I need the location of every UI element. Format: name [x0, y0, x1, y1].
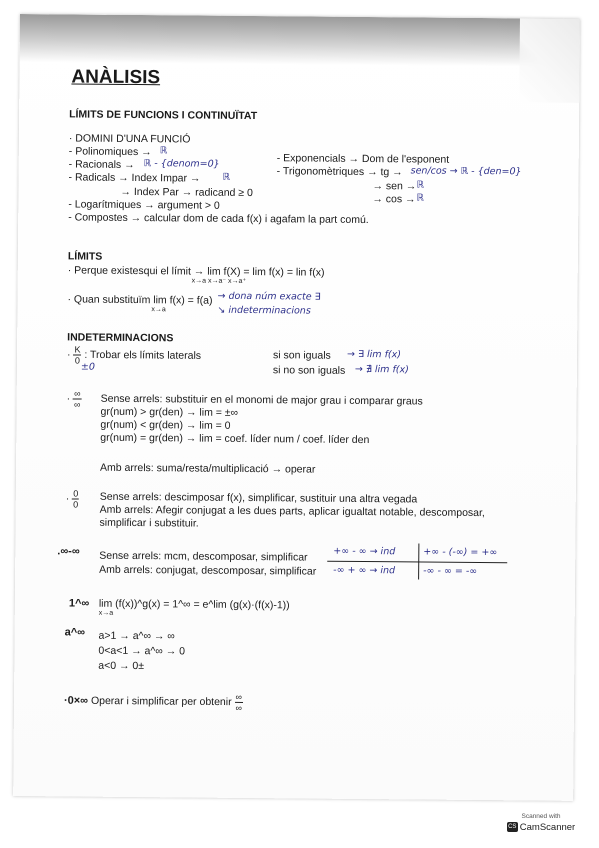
scanned-page [13, 14, 580, 801]
inf-inf-line-3: gr(num) < gr(den) → lim = 0 [100, 418, 231, 432]
inf-table-3: -∞ + ∞ → ind [333, 564, 396, 577]
zero-inf-fraction: $\frac{\infty}{\infty}$ [235, 691, 243, 713]
domini-right-hw-3: ℝ [416, 192, 424, 204]
domini-left-4: → Index Par → radicand ≥ 0 [120, 185, 253, 200]
domini-left-5: - Logarítmiques → argument > 0 [68, 198, 220, 212]
inf-minus-inf-line-1: Sense arrels: mcm, descomposar, simplificar [99, 549, 308, 564]
limits-line-2-sub: x→a [151, 306, 166, 314]
a-inf-line-3: a<0 → 0± [98, 659, 145, 673]
inf-minus-inf-symbol: .∞-∞ [57, 545, 80, 558]
k0-hw-under: ±0 [80, 361, 95, 373]
limits-hw-1: → dona núm exacte ∃ [217, 290, 321, 303]
one-inf-formula: lim (f(x))^g(x) = 1^∞ = e^lim (g(x)·(f(x)-1)) [98, 597, 290, 612]
a-inf-line-2: 0<a<1 → a^∞ → 0 [98, 644, 186, 658]
zero-inf-symbol: ·0×∞ [63, 694, 89, 707]
page-fold-corner [519, 14, 580, 103]
inf-inf-line-1: Sense arrels: substituir en el monomi de major grau i comparar graus [100, 392, 423, 408]
watermark-brand-text: CamScanner [519, 822, 576, 833]
inf-inf-line-4: gr(num) = gr(den) → lim = coef. líder num / coef. líder den [100, 431, 370, 447]
one-inf-sub: x→a [98, 609, 114, 617]
domini-right-1: - Exponencials → Dom de l'esponent [276, 152, 450, 166]
inf-inf-line-5: Amb arrels: suma/resta/multiplicació → operar [99, 461, 316, 476]
domini-right-hw-2: ℝ [416, 179, 425, 191]
page-title: ANÀLISIS [71, 66, 161, 89]
watermark-line: Scanned with [521, 813, 561, 820]
zero-zero-line-3: simplificar i substituir. [99, 516, 199, 530]
limits-heading: LÍMITS [67, 250, 103, 263]
k0-row: · $\frac{K}{0}$ : Trobar els límits laterals [66, 344, 202, 366]
inf-inf-line-2: gr(num) > gr(den) → lim = ±∞ [100, 405, 239, 419]
zero-zero-line-1: Sense arrels: descimposar f(x), simplificar, sustituir una altra vegada [99, 490, 418, 506]
inf-minus-inf-line-2: Amb arrels: conjugat, descomposar, simplificar [99, 563, 317, 578]
domini-left-hw-1: ℝ [159, 145, 168, 157]
domini-left-6: - Compostes → calcular dom de cada f(x) i agafam la part comú. [68, 211, 369, 227]
domini-left-3: - Radicals → Index Impar → [68, 171, 201, 185]
k0-fraction: $\frac{K}{0}$ [74, 344, 81, 366]
zero-inf-row [64, 690, 243, 713]
a-inf-symbol: a^∞ [64, 626, 86, 639]
page-subtitle: LÍMITS DE FUNCIONS I CONTINUÏTAT [69, 108, 258, 123]
inf-table-2: +∞ - (-∞) = +∞ [423, 546, 498, 559]
camscanner-watermark [499, 812, 583, 834]
inf-inf-symbol: · $\frac{\infty}{\infty}$ [66, 388, 81, 410]
a-inf-line-1: a>1 → a^∞ → ∞ [98, 629, 175, 643]
indet-heading: INDETERMINACIONS [67, 331, 174, 345]
zero-zero-symbol: · $\frac{0}{0}$ [65, 488, 79, 510]
camscanner-icon: CS [508, 824, 517, 831]
domini-left-2: - Racionals → [68, 158, 135, 172]
domini-right-4: → cos → [372, 193, 416, 206]
limits-line-1-sub: x→a x→a⁻ x→a⁺ [191, 277, 247, 285]
inf-table-4: -∞ - ∞ = -∞ [423, 565, 478, 578]
limits-hw-2: ↘ indeterminacions [217, 304, 311, 317]
zero-zero-line-2: Amb arrels: Afegir conjugat a les dues parts, aplicar igualtat notable, descomposar, [99, 503, 485, 520]
domini-heading: · DOMINI D'UNA FUNCIÓ [68, 132, 191, 146]
domini-right-hw-1: sen/cos → ℝ - {den=0} [410, 165, 522, 178]
limits-line-2: · Quan substituïm lim f(x) = f(a) [67, 293, 213, 307]
domini-right-3: → sen → [372, 180, 417, 193]
k0-case-2-hw: → ∄ lim f(x) [354, 363, 409, 376]
watermark-brand [499, 821, 583, 834]
k0-case-2: si no son iguals [272, 364, 346, 377]
k0-case-1: si son iguals [272, 349, 331, 362]
domini-left-hw-3: ℝ [222, 171, 231, 183]
k0-text: : Trobar els límits laterals [84, 348, 202, 362]
k0-case-1-hw: → ∃ lim f(x) [346, 348, 402, 361]
one-inf-symbol: 1^∞ [68, 597, 90, 610]
domini-left-hw-2: ℝ - {denom=0} [143, 158, 220, 170]
domini-left-1: - Polinomiques → [68, 145, 152, 159]
domini-right-2: - Trigonomètriques → tg → [276, 165, 403, 179]
limits-line-1: · Perque existesqui el límit → lim f(X) = lim f(x) = lin f(x) [67, 264, 325, 279]
inf-table-1: +∞ - ∞ → ind [333, 545, 396, 558]
zero-inf-text: Operar i simplificar per obtenir [90, 694, 232, 709]
page-shadow [20, 14, 580, 67]
